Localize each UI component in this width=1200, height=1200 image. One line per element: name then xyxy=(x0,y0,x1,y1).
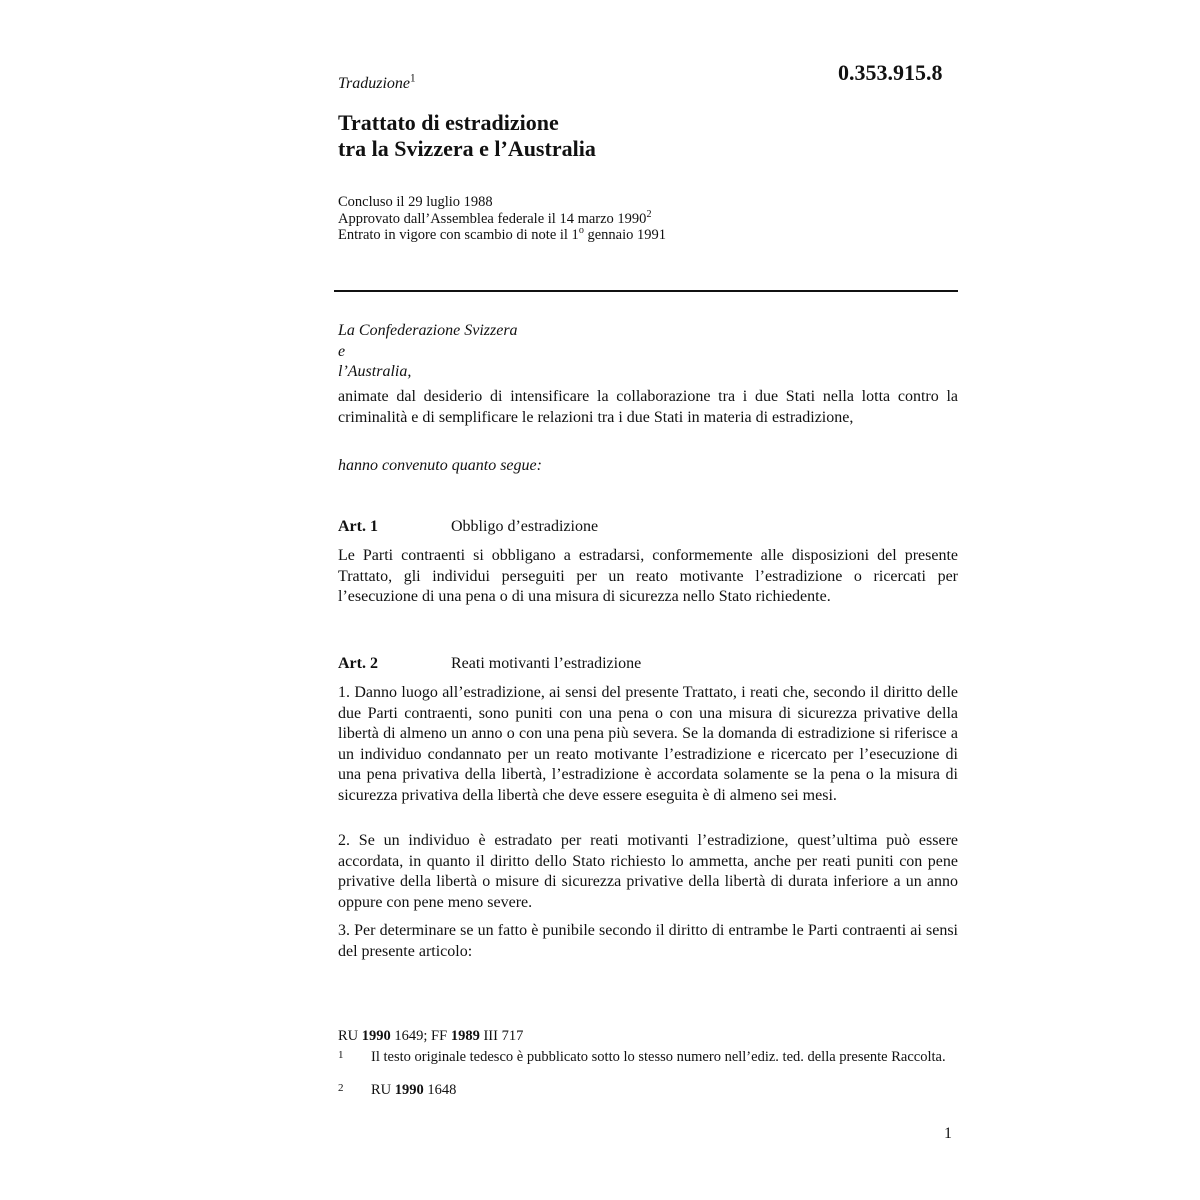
footnote-2-text xyxy=(371,1082,958,1098)
approved-text: Approvato dall’Assemblea federale il 14 marzo 1990 xyxy=(338,210,647,227)
concluded-date: Concluso il 29 luglio 1988 xyxy=(338,194,493,210)
in-force-ordinal: o xyxy=(578,225,584,237)
ref-ru-label: RU xyxy=(338,1028,362,1044)
ref-ru-year: 1990 xyxy=(361,1028,391,1044)
footnote-ref-1[interactable]: 1 xyxy=(410,72,416,85)
ref-ff-page: III 717 xyxy=(479,1028,524,1044)
article-2-number: Art. 2 xyxy=(338,655,378,672)
footnote-2-year: 1990 xyxy=(394,1082,424,1098)
article-2-paragraph-2: 2. Se un individuo è estradato per reati motivanti l’estradizione, quest’ultima può essere accordata, in quanto il diritto dello Stato richiesto lo ammetta, anche per reati puniti con pene privative della libertà o misure di sicurezza privative della libertà di durata inferiore a un anno oppure con pene meno severe. xyxy=(338,832,958,911)
article-2-title: Reati motivanti l’estradizione xyxy=(451,655,642,672)
preamble-closing: hanno convenuto quanto segue: xyxy=(338,457,542,474)
document-title xyxy=(338,110,958,162)
footnote-2-page: 1648 xyxy=(423,1082,457,1098)
footnote-2-number: 2 xyxy=(338,1082,344,1094)
article-2-paragraph-3: 3. Per determinare se un fatto è punibile secondo il diritto di entrambe le Parti contraenti ai sensi del presente articolo: xyxy=(338,922,958,960)
ref-ff-year: 1989 xyxy=(450,1028,480,1044)
footnote-1-number: 1 xyxy=(338,1049,344,1061)
article-1-title: Obbligo d’estradizione xyxy=(451,518,599,535)
article-1-heading xyxy=(338,517,958,537)
footnote-ref-2[interactable]: 2 xyxy=(646,208,652,220)
footnote-2-ru-label: RU xyxy=(371,1082,395,1098)
header-divider xyxy=(334,290,958,292)
article-1-number: Art. 1 xyxy=(338,518,378,535)
in-force-suffix: gennaio 1991 xyxy=(583,227,667,243)
footnote-1-text: Il testo originale tedesco è pubblicato sotto lo stesso numero nell’ediz. ted. della presente Raccolta. xyxy=(371,1049,946,1065)
ref-ru-page: 1649; FF xyxy=(390,1028,451,1044)
party-conjunction: e xyxy=(338,342,346,360)
publication-reference xyxy=(338,1028,523,1045)
party-switzerland: La Confederazione Svizzera xyxy=(338,322,518,339)
preamble-text: animate dal desiderio di intensificare la collaborazione tra i due Stati nella lotta contro la criminalità e di semplificare le relazioni tra i due Stati in materia di estradizione, xyxy=(338,388,958,426)
party-australia: l’Australia, xyxy=(338,363,412,380)
page-number: 1 xyxy=(944,1125,952,1142)
title-line-2: tra la Svizzera e l’Australia xyxy=(338,136,596,161)
translation-label xyxy=(338,72,416,93)
treaty-metadata xyxy=(338,194,958,244)
in-force-prefix: Entrato in vigore con scambio di note il 1 xyxy=(338,227,579,243)
sr-number: 0.353.915.8 xyxy=(838,60,943,85)
contracting-parties xyxy=(338,321,958,383)
article-1-paragraph: Le Parti contraenti si obbligano a estradarsi, conformemente alle disposizioni del presente Trattato, gli individui perseguiti per un reato motivante l’estradizione o ricercati per l’esecuzione di una pena o di una misura di sicurezza nello Stato richiedente. xyxy=(338,547,958,605)
in-force-date xyxy=(338,227,958,244)
title-line-1: Trattato di estradizione xyxy=(338,110,559,135)
article-2-heading xyxy=(338,654,958,674)
approved-date xyxy=(338,208,958,228)
article-2-paragraph-1: 1. Danno luogo all’estradizione, ai sensi del presente Trattato, i reati che, secondo il diritto delle due Parti contraenti, sono puniti con una pena o con una misura di sicurezza privative della libertà di almeno un anno o con una pena più severa. Se la domanda di estradizione si riferisce a un individuo condannato per un reato motivante l’estradizione e ricercato per l’esecuzione di una pena privativa della libertà, l’estradizione è accordata solamente se la pena o la misura di sicurezza privativa della libertà che deve essere eseguita è di almeno sei mesi. xyxy=(338,684,958,804)
translation-text: Traduzione xyxy=(338,75,411,92)
